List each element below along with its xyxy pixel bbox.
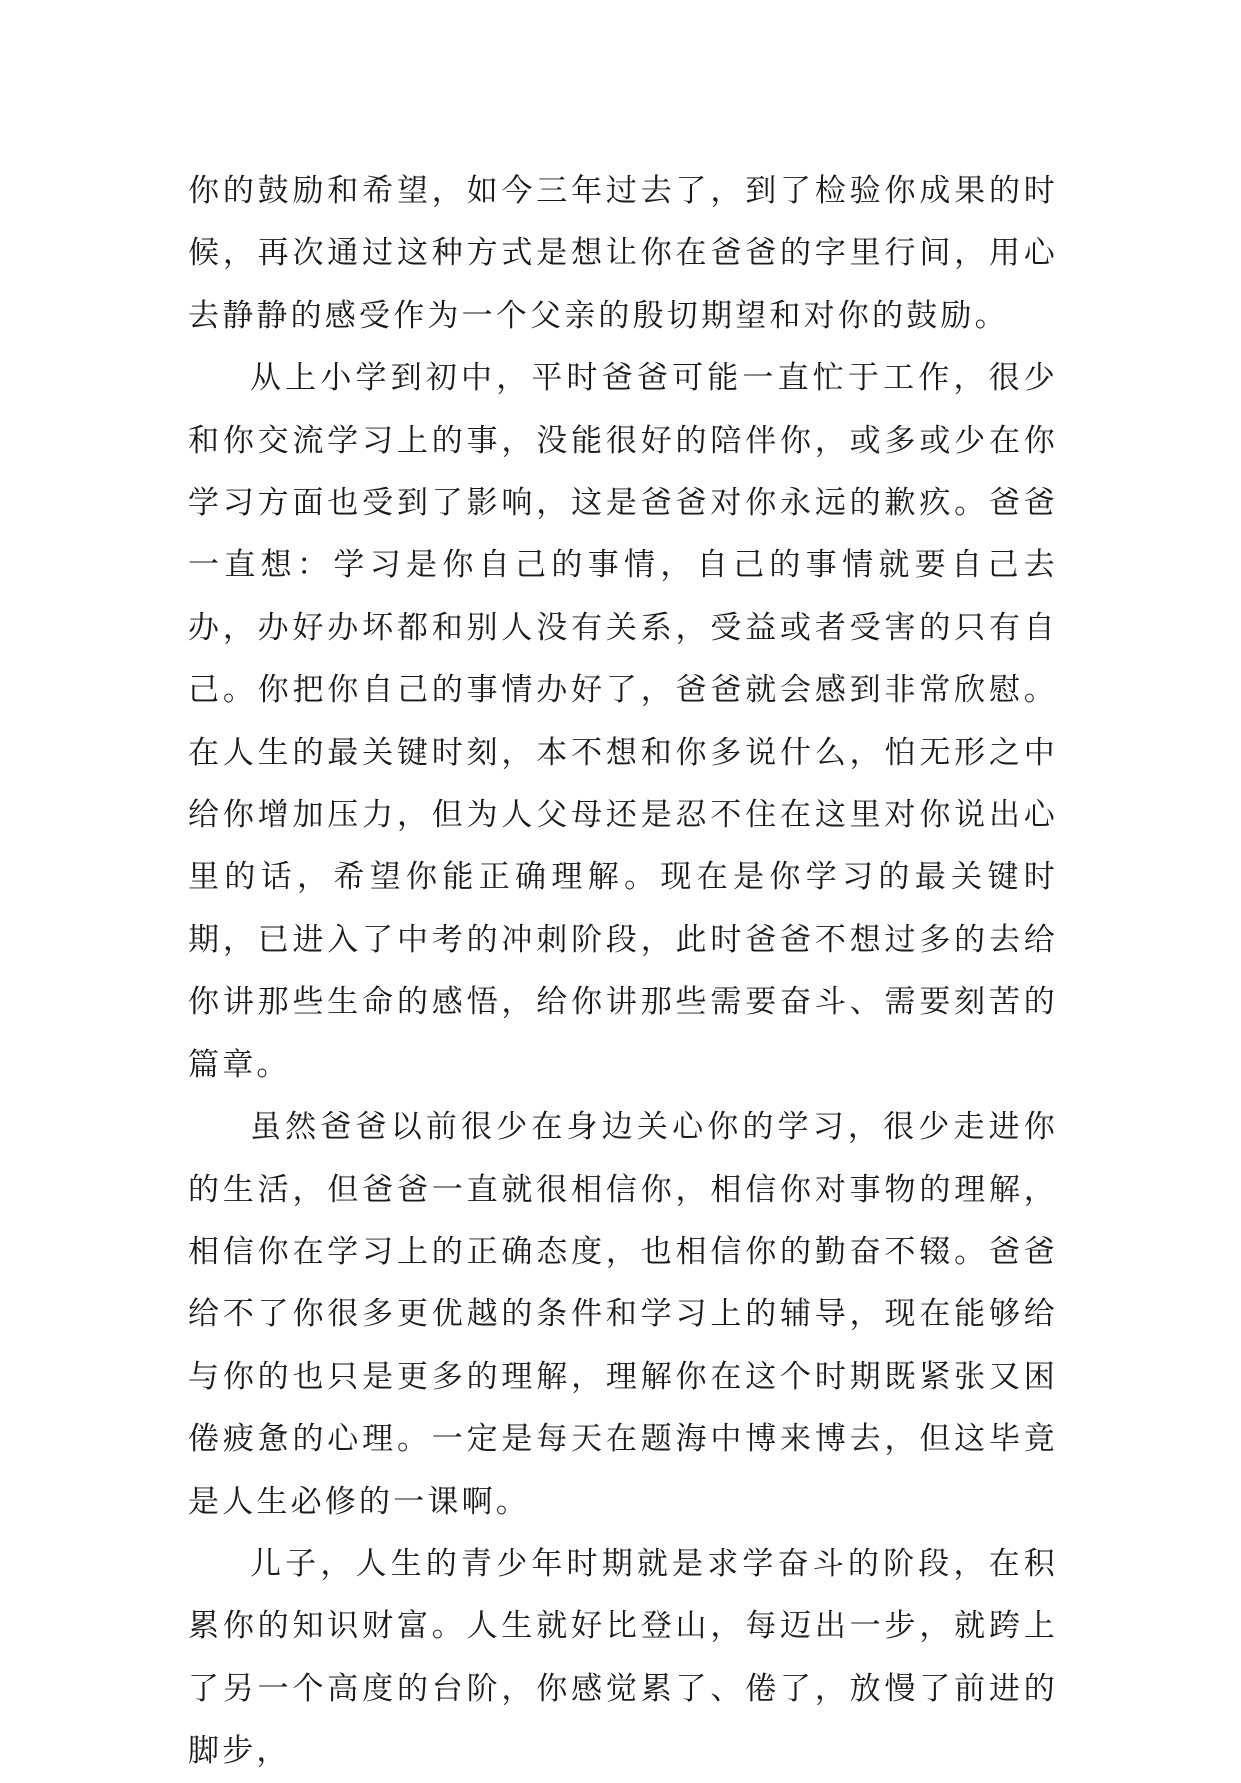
letter-body [188, 160, 1058, 1783]
paragraph-2: 从上小学到初中，平时爸爸可能一直忙于工作，很少和你交流学习上的事，没能很好的陪伴你，或多或少在你学习方面也受到了影响，这是爸爸对你永远的歉疚。爸爸一直想：学习是你自己的事情，自己的事情就要自己去办，办好办坏都和别人没有关系，受益或者受害的只有自己。你把你自己的事情办好了，爸爸就会感到非常欣慰。在人生的最关键时刻，本不想和你多说什么，怕无形之中给你增加压力，但为人父母还是忍不住在这里对你说出心里的话，希望你能正确理解。现在是你学习的最关键时期，已进入了中考的冲刺阶段，此时爸爸不想过多的去给你讲那些生命的感悟，给你讲那些需要奋斗、需要刻苦的篇章。 [188, 360, 1058, 1083]
paragraph-4: 儿子，人生的青少年时期就是求学奋斗的阶段，在积累你的知识财富。人生就好比登山，每迈出一步，就跨上了另一个高度的台阶，你感觉累了、倦了，放慢了前进的脚步， [188, 1545, 1058, 1770]
paragraph-1: 你的鼓励和希望，如今三年过去了，到了检验你成果的时候，再次通过这种方式是想让你在爸爸的字里行间，用心去静静的感受作为一个父亲的殷切期望和对你的鼓励。 [188, 173, 1058, 334]
paragraph-3: 虽然爸爸以前很少在身边关心你的学习，很少走进你的生活，但爸爸一直就很相信你，相信你对事物的理解，相信你在学习上的正确态度，也相信你的勤奋不辍。爸爸给不了你很多更优越的条件和学习上的辅导，现在能够给与你的也只是更多的理解，理解你在这个时期既紧张又困倦疲惫的心理。一定是每天在题海中博来博去，但这毕竟是人生必修的一课啊。 [188, 1109, 1058, 1520]
